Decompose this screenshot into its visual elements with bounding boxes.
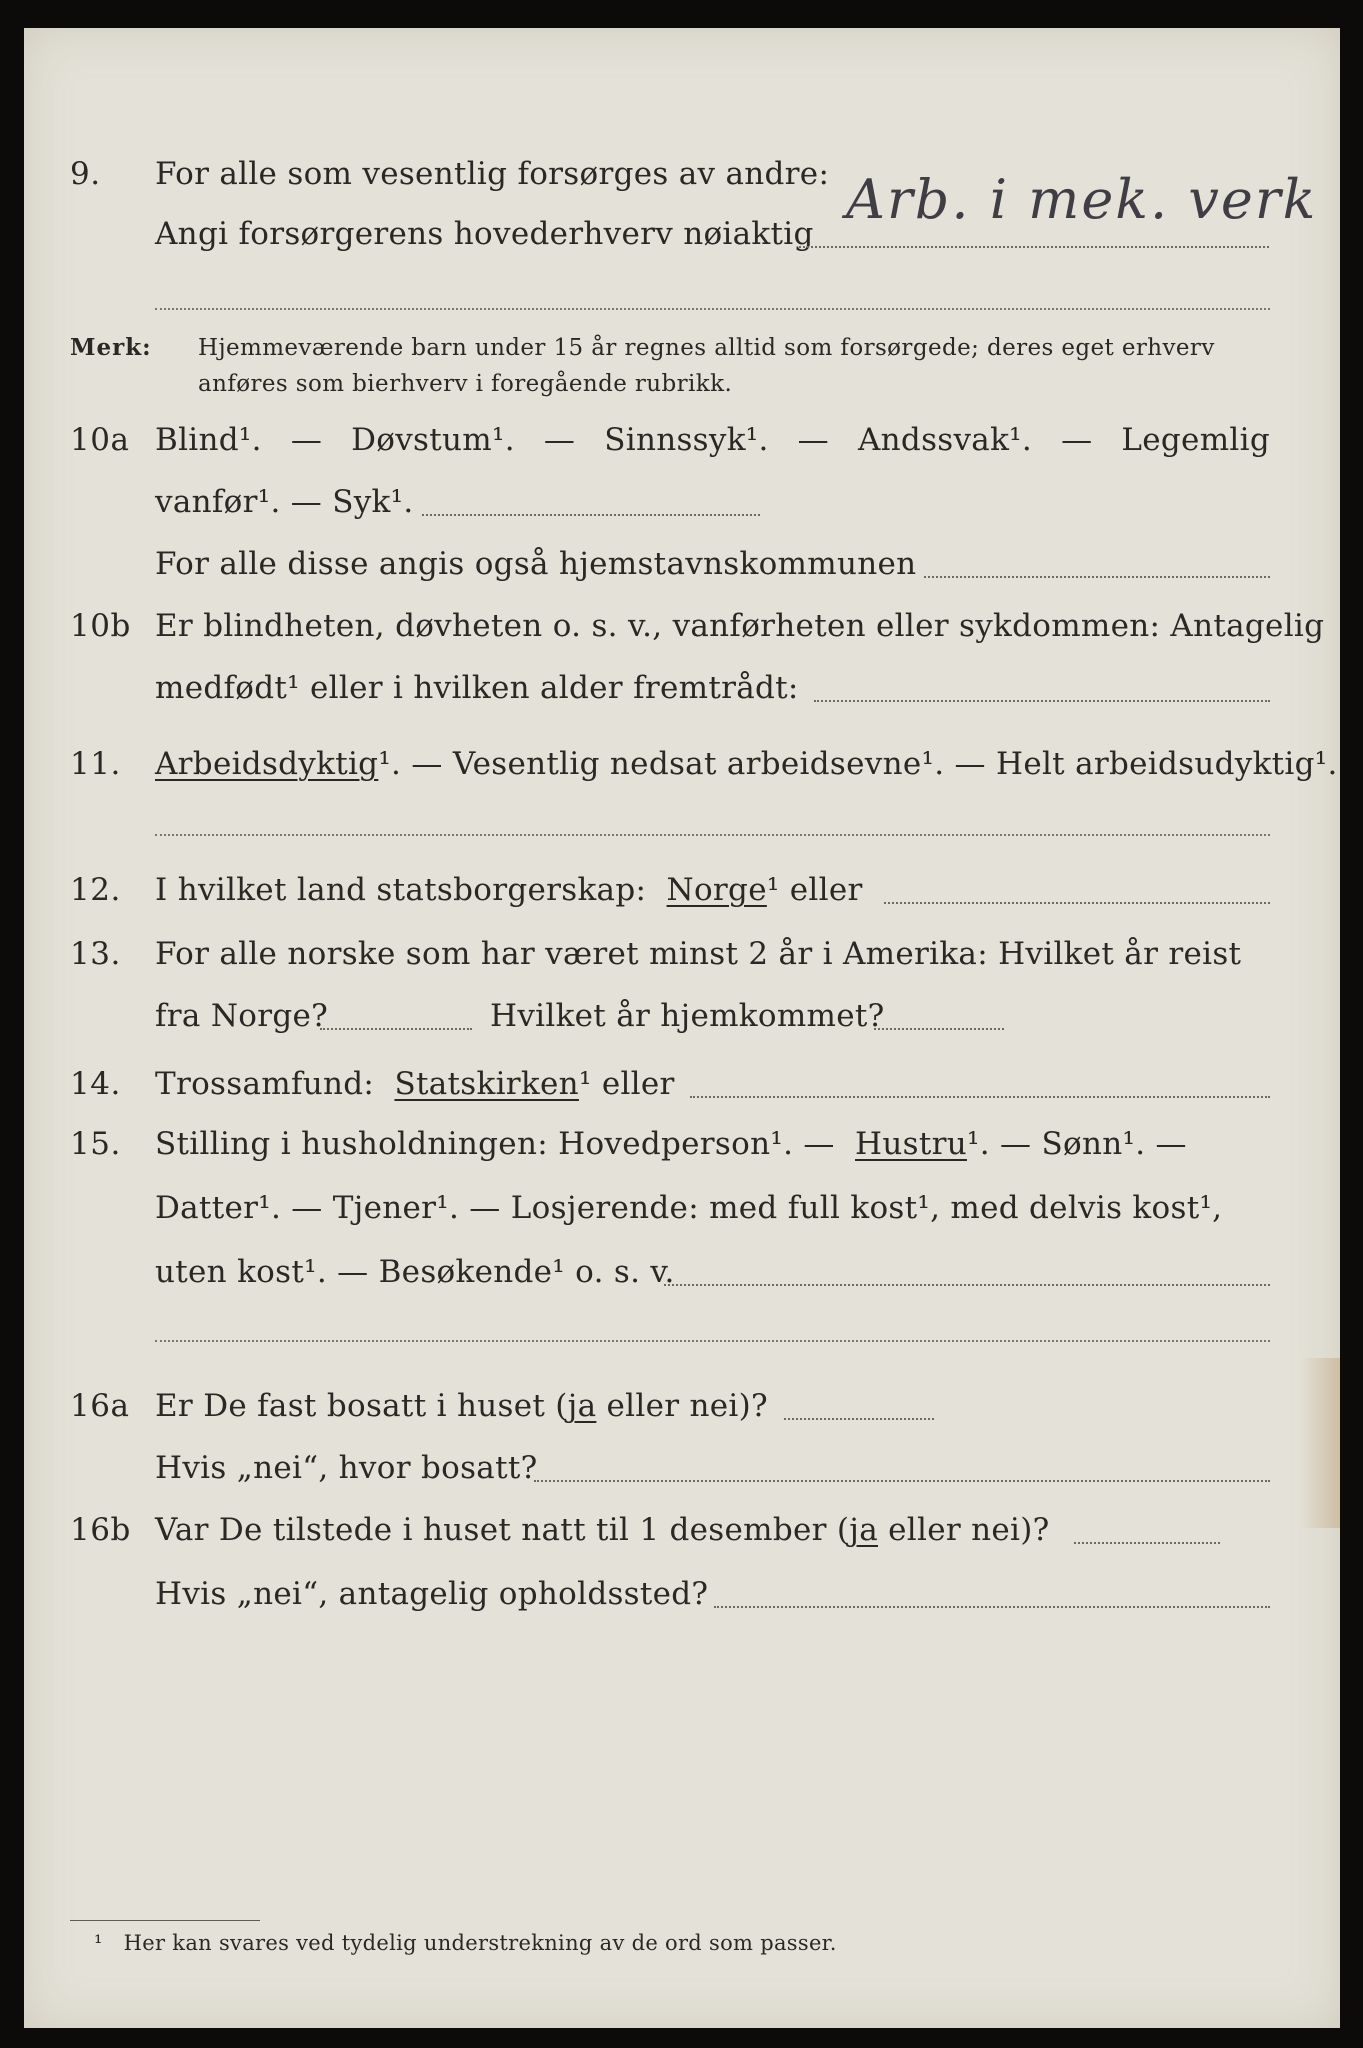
q10b-number: 10b bbox=[70, 608, 131, 644]
q15-line-3: uten kost¹. — Besøkende¹ o. s. v. bbox=[155, 1254, 675, 1290]
q15-pre: Stilling i husholdningen: Hovedperson¹. — bbox=[155, 1126, 835, 1162]
q10a-opt-dovstum[interactable]: Døvstum¹. bbox=[351, 422, 515, 458]
q10a-line-2: vanfør¹. — Syk¹. bbox=[155, 484, 414, 520]
dash: — bbox=[797, 422, 829, 458]
q11-number: 11. bbox=[70, 746, 121, 782]
q12-pre: I hvilket land statsborgerskap: bbox=[155, 872, 647, 908]
q12-opt-norge[interactable]: Norge bbox=[666, 872, 767, 908]
q13-return-line[interactable] bbox=[874, 1028, 1004, 1030]
footnote-mark: ¹ bbox=[94, 1931, 103, 1955]
q14-line bbox=[155, 1062, 675, 1106]
q16a-line-1 bbox=[155, 1384, 768, 1428]
q10b-answer-line[interactable] bbox=[814, 700, 1270, 702]
q13-row-2 bbox=[24, 994, 1340, 1044]
q16a-opt-ja[interactable]: ja bbox=[567, 1388, 597, 1424]
q10a-line-3: For alle disse angis også hjemstavnskommunen bbox=[155, 546, 917, 582]
q10a-opt-blind[interactable]: Blind¹. bbox=[155, 422, 262, 458]
q14-answer-line[interactable] bbox=[690, 1096, 1270, 1098]
q9-handwritten-answer: Arb. i mek. verk bbox=[846, 168, 1318, 231]
q16a-line-2: Hvis „nei“, hvor bosatt? bbox=[155, 1450, 538, 1486]
q16a-pre: Er De fast bosatt i huset ( bbox=[155, 1388, 568, 1424]
q15-row-1 bbox=[24, 1122, 1340, 1172]
q10a-row-1 bbox=[24, 418, 1340, 468]
q10a-line-1 bbox=[155, 418, 1270, 462]
q13-line-2a: fra Norge? bbox=[155, 998, 329, 1034]
q13-departure-line[interactable] bbox=[320, 1028, 472, 1030]
q16a-row-2 bbox=[24, 1446, 1340, 1496]
note-label: Merk: bbox=[70, 334, 152, 361]
q15-line-1 bbox=[155, 1122, 1187, 1166]
separator-rule bbox=[155, 308, 1270, 310]
q11-rest: ¹. — Vesentlig nedsat arbeidsevne¹. — Helt arbeidsudyktig¹. bbox=[378, 746, 1338, 782]
q16b-row-1 bbox=[24, 1508, 1340, 1558]
q15-post: ¹. — Sønn¹. — bbox=[966, 1126, 1187, 1162]
q12-post: ¹ eller bbox=[766, 872, 863, 908]
q12-answer-line[interactable] bbox=[884, 902, 1270, 904]
q14-pre: Trossamfund: bbox=[155, 1066, 375, 1102]
q10b-row-1 bbox=[24, 604, 1340, 654]
q9-line-1: For alle som vesentlig forsørges av andre: bbox=[155, 156, 830, 192]
dash: — bbox=[543, 422, 576, 458]
footnote-text: Her kan svares ved tydelig understrekning av de ord som passer. bbox=[123, 1931, 837, 1955]
q10a-answer-line[interactable] bbox=[422, 514, 760, 516]
q10a-row-3 bbox=[24, 542, 1340, 592]
q14-post: ¹ eller bbox=[578, 1066, 675, 1102]
q10a-row-2 bbox=[24, 480, 1340, 530]
q11-line bbox=[155, 742, 1338, 786]
q10b-row-2 bbox=[24, 666, 1340, 716]
dash: — bbox=[1061, 422, 1093, 458]
q16a-number: 16a bbox=[70, 1388, 130, 1424]
q10a-hometown-line[interactable] bbox=[924, 576, 1270, 578]
separator-rule bbox=[155, 1340, 1270, 1342]
census-form-page bbox=[24, 28, 1340, 2028]
q10a-opt-andssvak[interactable]: Andssvak¹. bbox=[857, 422, 1033, 458]
q15-number: 15. bbox=[70, 1126, 121, 1162]
q10b-line-2: medfødt¹ eller i hvilken alder fremtrådt: bbox=[155, 670, 799, 706]
q14-number: 14. bbox=[70, 1066, 121, 1102]
q16a-residence-line[interactable] bbox=[534, 1480, 1270, 1482]
q12-row bbox=[24, 868, 1340, 918]
q13-line-1: For alle norske som har været minst 2 år i Amerika: Hvilket år reist bbox=[155, 936, 1242, 972]
q16a-row-1 bbox=[24, 1384, 1340, 1434]
q10a-opt-legemlig[interactable]: Legemlig bbox=[1121, 422, 1270, 458]
q16a-answer-line[interactable] bbox=[784, 1418, 934, 1420]
q10b-line-1: Er blindheten, døvheten o. s. v., vanførheten eller sykdommen: Antagelig bbox=[155, 608, 1325, 644]
q11-opt-arbeidsdyktig[interactable]: Arbeidsdyktig bbox=[155, 746, 379, 782]
q10a-opt-sinnssyk[interactable]: Sinnssyk¹. bbox=[604, 422, 769, 458]
q15-row-2 bbox=[24, 1186, 1340, 1236]
q11-row bbox=[24, 742, 1340, 792]
q14-row bbox=[24, 1062, 1340, 1112]
q9-answer-line[interactable] bbox=[799, 246, 1269, 248]
dash: — bbox=[290, 422, 323, 458]
q12-line bbox=[155, 868, 863, 912]
q16b-post: eller nei)? bbox=[878, 1512, 1050, 1548]
q13-line-2b: Hvilket år hjemkommet? bbox=[490, 998, 885, 1034]
note-text: Hjemmeværende barn under 15 år regnes alltid som forsørgede; deres eget erhverv anføres som bierhverv i foregående rubrikk. bbox=[198, 335, 1215, 397]
q16b-line-1 bbox=[155, 1508, 1050, 1552]
q16b-answer-line[interactable] bbox=[1074, 1542, 1220, 1544]
q16b-opt-ja[interactable]: ja bbox=[849, 1512, 878, 1548]
q16a-post: eller nei)? bbox=[596, 1388, 768, 1424]
q15-opt-hustru[interactable]: Hustru bbox=[855, 1126, 967, 1162]
q9-number: 9. bbox=[70, 156, 101, 192]
q16b-row-2 bbox=[24, 1572, 1340, 1622]
separator-rule bbox=[155, 834, 1270, 836]
q14-opt-statskirken[interactable]: Statskirken bbox=[394, 1066, 579, 1102]
q10a-number: 10a bbox=[70, 422, 130, 458]
q16b-whereabouts-line[interactable] bbox=[714, 1606, 1270, 1608]
footnote bbox=[94, 1928, 837, 1958]
q13-number: 13. bbox=[70, 936, 121, 972]
footnote-rule bbox=[70, 1920, 260, 1921]
q16b-line-2: Hvis „nei“, antagelig opholdssted? bbox=[155, 1576, 709, 1612]
q16b-pre: Var De tilstede i huset natt til 1 desember ( bbox=[155, 1512, 850, 1548]
q13-row-1 bbox=[24, 932, 1340, 982]
q15-row-3 bbox=[24, 1250, 1340, 1300]
q12-number: 12. bbox=[70, 872, 121, 908]
q15-line-2: Datter¹. — Tjener¹. — Losjerende: med full kost¹, med delvis kost¹, bbox=[155, 1190, 1223, 1226]
q16b-number: 16b bbox=[70, 1512, 131, 1548]
q9-line-2: Angi forsørgerens hovederhverv nøiaktig bbox=[155, 216, 814, 252]
q15-answer-line[interactable] bbox=[664, 1284, 1270, 1286]
